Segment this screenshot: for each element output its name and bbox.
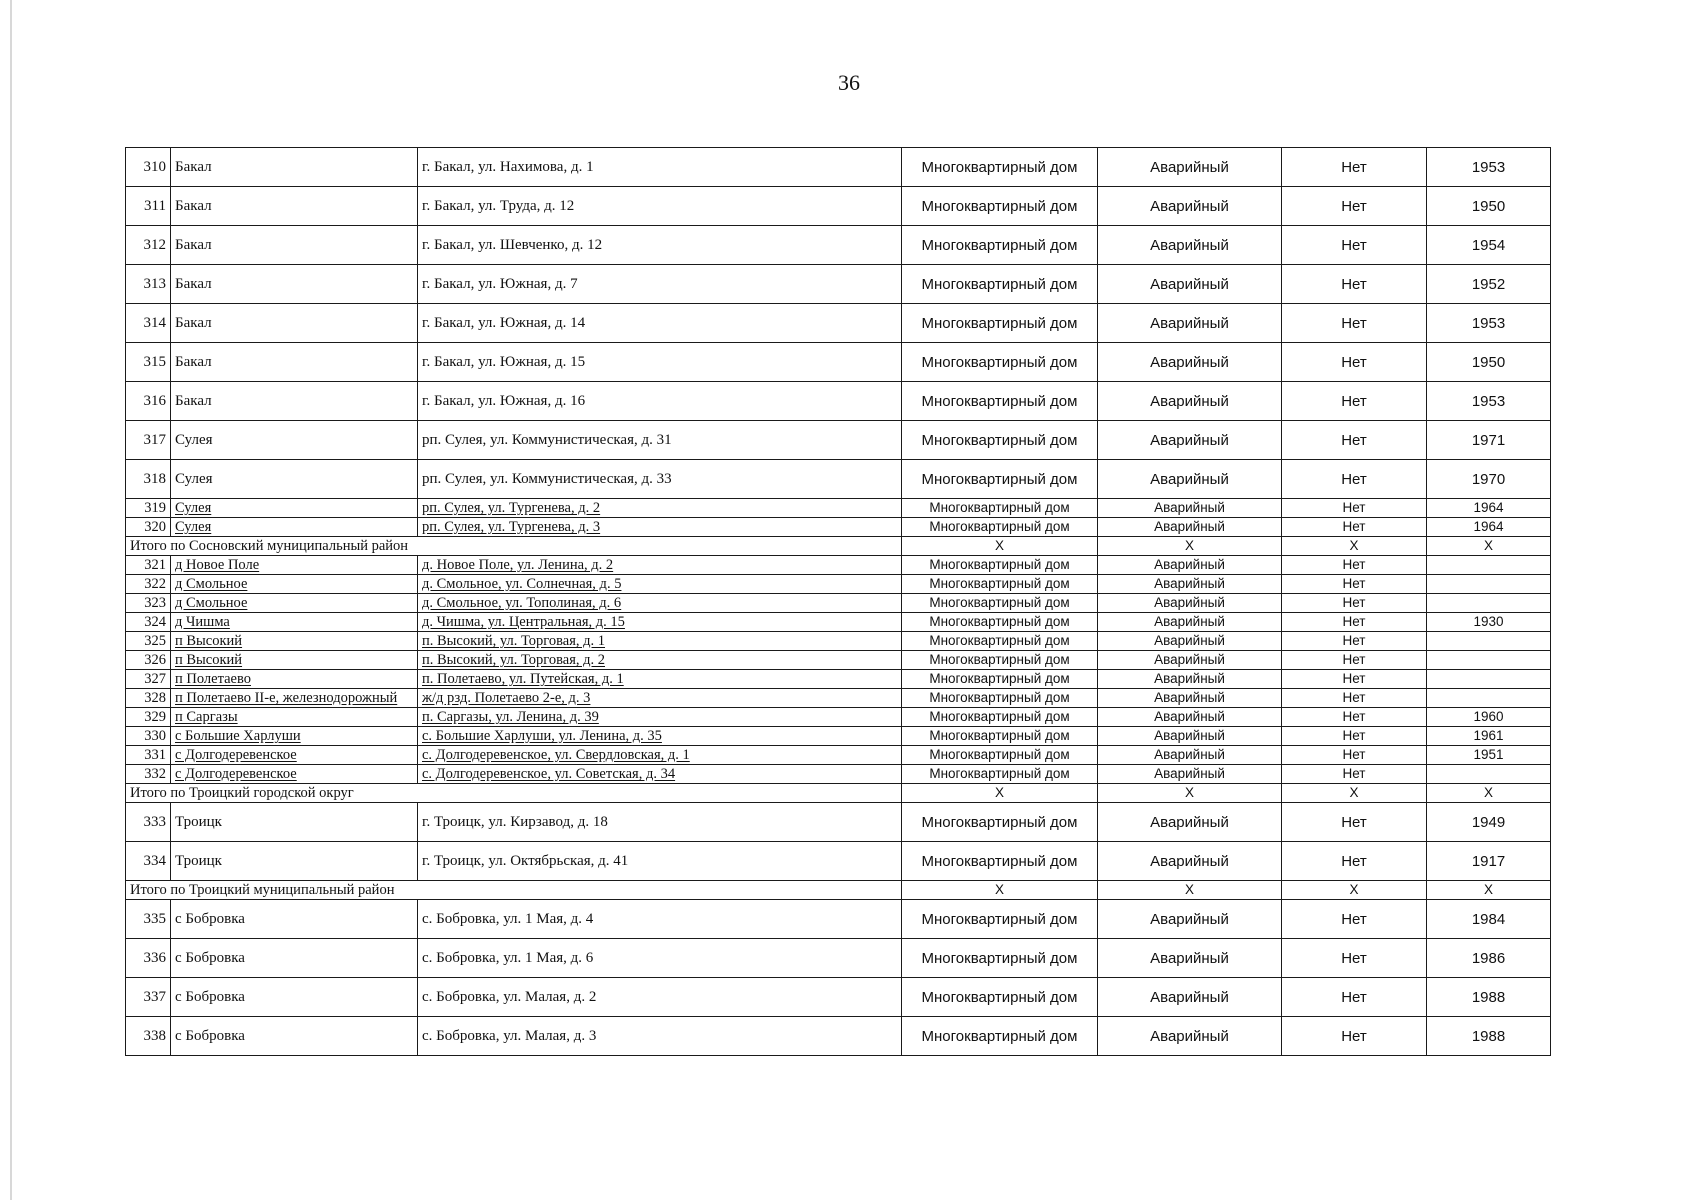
locality-cell: д Смольное [171,594,418,613]
address-cell: г. Бакал, ул. Шевченко, д. 12 [418,226,902,265]
locality-cell: п Высокий [171,632,418,651]
row-number-cell: 329 [126,708,171,727]
table-row [126,978,1551,1017]
year-cell [1427,765,1551,784]
address-cell: д. Новое Поле, ул. Ленина, д. 2 [418,556,902,575]
flag-cell: Нет [1282,746,1427,765]
table-row [126,632,1551,651]
subtotal-row [126,784,1551,803]
year-cell: 1917 [1427,842,1551,881]
flag-cell: X [1282,537,1427,556]
housing-registry-table [125,147,1551,1056]
row-number-cell: 323 [126,594,171,613]
year-cell [1427,689,1551,708]
address-cell: г. Бакал, ул. Южная, д. 14 [418,304,902,343]
condition-cell: Аварийный [1098,575,1282,594]
building-type-cell: Многоквартирный дом [902,421,1098,460]
condition-cell: Аварийный [1098,842,1282,881]
building-type-cell: Многоквартирный дом [902,343,1098,382]
year-cell [1427,556,1551,575]
condition-cell: Аварийный [1098,1017,1282,1056]
address-cell: г. Бакал, ул. Южная, д. 7 [418,265,902,304]
row-number-cell: 337 [126,978,171,1017]
condition-cell: Аварийный [1098,727,1282,746]
row-number-cell: 338 [126,1017,171,1056]
flag-cell: Нет [1282,842,1427,881]
table-row [126,746,1551,765]
building-type-cell: Многоквартирный дом [902,594,1098,613]
table-row [126,1017,1551,1056]
year-cell [1427,632,1551,651]
locality-cell: с Бобровка [171,939,418,978]
condition-cell: Аварийный [1098,382,1282,421]
building-type-cell: Многоквартирный дом [902,460,1098,499]
flag-cell: Нет [1282,382,1427,421]
building-type-cell: Многоквартирный дом [902,613,1098,632]
year-cell: 1954 [1427,226,1551,265]
locality-cell: п Полетаево II-е, железнодорожный [171,689,418,708]
flag-cell: Нет [1282,689,1427,708]
locality-cell: Бакал [171,265,418,304]
flag-cell: Нет [1282,594,1427,613]
year-cell: 1951 [1427,746,1551,765]
locality-cell: д Новое Поле [171,556,418,575]
table-row [126,556,1551,575]
flag-cell: Нет [1282,556,1427,575]
year-cell [1427,670,1551,689]
row-number-cell: 318 [126,460,171,499]
building-type-cell: Многоквартирный дом [902,727,1098,746]
row-number-cell: 316 [126,382,171,421]
year-cell: 1971 [1427,421,1551,460]
address-cell: с. Бобровка, ул. Малая, д. 2 [418,978,902,1017]
condition-cell: Аварийный [1098,594,1282,613]
condition-cell: X [1098,784,1282,803]
flag-cell: Нет [1282,343,1427,382]
address-cell: рп. Сулея, ул. Тургенева, д. 2 [418,499,902,518]
address-cell: г. Бакал, ул. Южная, д. 16 [418,382,902,421]
address-cell: г. Троицк, ул. Октябрьская, д. 41 [418,842,902,881]
flag-cell: Нет [1282,304,1427,343]
row-number-cell: 324 [126,613,171,632]
locality-cell: п Полетаево [171,670,418,689]
year-cell [1427,575,1551,594]
table-row [126,421,1551,460]
building-type-cell: Многоквартирный дом [902,765,1098,784]
flag-cell: Нет [1282,900,1427,939]
locality-cell: с Большие Харлуши [171,727,418,746]
year-cell: 1930 [1427,613,1551,632]
locality-cell: п Высокий [171,651,418,670]
row-number-cell: 328 [126,689,171,708]
condition-cell: Аварийный [1098,343,1282,382]
flag-cell: Нет [1282,708,1427,727]
condition-cell: Аварийный [1098,304,1282,343]
address-cell: г. Троицк, ул. Кирзавод, д. 18 [418,803,902,842]
year-cell: 1988 [1427,1017,1551,1056]
year-cell: 1970 [1427,460,1551,499]
address-cell: п. Высокий, ул. Торговая, д. 1 [418,632,902,651]
flag-cell: Нет [1282,632,1427,651]
row-number-cell: 312 [126,226,171,265]
condition-cell: Аварийный [1098,421,1282,460]
flag-cell: X [1282,881,1427,900]
condition-cell: Аварийный [1098,708,1282,727]
address-cell: с. Долгодеревенское, ул. Советская, д. 34 [418,765,902,784]
address-cell: п. Полетаево, ул. Путейская, д. 1 [418,670,902,689]
row-number-cell: 315 [126,343,171,382]
row-number-cell: 326 [126,651,171,670]
building-type-cell: Многоквартирный дом [902,499,1098,518]
address-cell: д. Смольное, ул. Солнечная, д. 5 [418,575,902,594]
flag-cell: Нет [1282,803,1427,842]
building-type-cell: Многоквартирный дом [902,518,1098,537]
row-number-cell: 321 [126,556,171,575]
row-number-cell: 331 [126,746,171,765]
condition-cell: Аварийный [1098,148,1282,187]
condition-cell: Аварийный [1098,689,1282,708]
subtotal-row [126,537,1551,556]
year-cell: 1984 [1427,900,1551,939]
table-row [126,803,1551,842]
address-cell: г. Бакал, ул. Нахимова, д. 1 [418,148,902,187]
flag-cell: Нет [1282,187,1427,226]
year-cell [1427,594,1551,613]
year-cell: 1964 [1427,518,1551,537]
year-cell: 1953 [1427,148,1551,187]
year-cell: X [1427,881,1551,900]
condition-cell: Аварийный [1098,556,1282,575]
locality-cell: Бакал [171,343,418,382]
flag-cell: Нет [1282,421,1427,460]
row-number-cell: 335 [126,900,171,939]
address-cell: рп. Сулея, ул. Коммунистическая, д. 31 [418,421,902,460]
row-number-cell: 319 [126,499,171,518]
building-type-cell: Многоквартирный дом [902,939,1098,978]
row-number-cell: 334 [126,842,171,881]
table-row [126,304,1551,343]
flag-cell: Нет [1282,460,1427,499]
condition-cell: Аварийный [1098,803,1282,842]
year-cell: 1986 [1427,939,1551,978]
table-row [126,939,1551,978]
table-row [126,460,1551,499]
row-number-cell: 330 [126,727,171,746]
address-cell: рп. Сулея, ул. Коммунистическая, д. 33 [418,460,902,499]
year-cell: X [1427,537,1551,556]
condition-cell: Аварийный [1098,499,1282,518]
address-cell: ж/д рзд. Полетаево 2-е, д. 3 [418,689,902,708]
row-number-cell: 336 [126,939,171,978]
table-body [126,148,1551,1056]
row-number-cell: 314 [126,304,171,343]
locality-cell: с Бобровка [171,900,418,939]
building-type-cell: Многоквартирный дом [902,842,1098,881]
building-type-cell: Многоквартирный дом [902,187,1098,226]
address-cell: д. Чишма, ул. Центральная, д. 15 [418,613,902,632]
table-row [126,575,1551,594]
locality-cell: Бакал [171,148,418,187]
locality-cell: Бакал [171,304,418,343]
flag-cell: Нет [1282,765,1427,784]
locality-cell: п Саргазы [171,708,418,727]
building-type-cell: Многоквартирный дом [902,226,1098,265]
address-cell: д. Смольное, ул. Тополиная, д. 6 [418,594,902,613]
condition-cell: Аварийный [1098,460,1282,499]
condition-cell: Аварийный [1098,632,1282,651]
building-type-cell: Многоквартирный дом [902,632,1098,651]
table-row [126,148,1551,187]
locality-cell: Троицк [171,803,418,842]
condition-cell: Аварийный [1098,900,1282,939]
condition-cell: Аварийный [1098,651,1282,670]
year-cell: 1949 [1427,803,1551,842]
building-type-cell: X [902,537,1098,556]
table-row [126,518,1551,537]
page-edge-shadow [10,0,12,1200]
row-number-cell: 333 [126,803,171,842]
row-number-cell: 310 [126,148,171,187]
year-cell: 1964 [1427,499,1551,518]
locality-cell: Сулея [171,421,418,460]
year-cell: 1950 [1427,343,1551,382]
building-type-cell: Многоквартирный дом [902,148,1098,187]
condition-cell: Аварийный [1098,939,1282,978]
locality-cell: с Долгодеревенское [171,765,418,784]
locality-cell: Бакал [171,187,418,226]
table-row [126,343,1551,382]
building-type-cell: Многоквартирный дом [902,382,1098,421]
table-row [126,708,1551,727]
building-type-cell: Многоквартирный дом [902,575,1098,594]
address-cell: с. Бобровка, ул. 1 Мая, д. 6 [418,939,902,978]
table-row [126,382,1551,421]
year-cell: 1988 [1427,978,1551,1017]
building-type-cell: X [902,881,1098,900]
building-type-cell: Многоквартирный дом [902,708,1098,727]
condition-cell: X [1098,537,1282,556]
flag-cell: Нет [1282,651,1427,670]
condition-cell: Аварийный [1098,613,1282,632]
year-cell: X [1427,784,1551,803]
building-type-cell: Многоквартирный дом [902,1017,1098,1056]
condition-cell: Аварийный [1098,765,1282,784]
row-number-cell: 313 [126,265,171,304]
address-cell: г. Бакал, ул. Труда, д. 12 [418,187,902,226]
year-cell: 1953 [1427,382,1551,421]
subtotal-row [126,881,1551,900]
row-number-cell: 325 [126,632,171,651]
locality-cell: с Бобровка [171,1017,418,1056]
building-type-cell: Многоквартирный дом [902,900,1098,939]
year-cell: 1961 [1427,727,1551,746]
year-cell: 1952 [1427,265,1551,304]
row-number-cell: 332 [126,765,171,784]
address-cell: п. Высокий, ул. Торговая, д. 2 [418,651,902,670]
table-row [126,594,1551,613]
flag-cell: X [1282,784,1427,803]
address-cell: г. Бакал, ул. Южная, д. 15 [418,343,902,382]
flag-cell: Нет [1282,499,1427,518]
flag-cell: Нет [1282,575,1427,594]
page-number: 36 [838,70,860,95]
address-cell: с. Большие Харлуши, ул. Ленина, д. 35 [418,727,902,746]
table-row [126,226,1551,265]
flag-cell: Нет [1282,613,1427,632]
row-number-cell: 322 [126,575,171,594]
condition-cell: X [1098,881,1282,900]
year-cell: 1950 [1427,187,1551,226]
locality-cell: д Чишма [171,613,418,632]
building-type-cell: Многоквартирный дом [902,651,1098,670]
building-type-cell: Многоквартирный дом [902,978,1098,1017]
locality-cell: Бакал [171,382,418,421]
subtotal-label: Итого по Троицкий городской округ [126,784,902,803]
condition-cell: Аварийный [1098,978,1282,1017]
condition-cell: Аварийный [1098,518,1282,537]
locality-cell: Троицк [171,842,418,881]
flag-cell: Нет [1282,226,1427,265]
locality-cell: с Бобровка [171,978,418,1017]
address-cell: с. Бобровка, ул. 1 Мая, д. 4 [418,900,902,939]
flag-cell: Нет [1282,148,1427,187]
building-type-cell: X [902,784,1098,803]
address-cell: рп. Сулея, ул. Тургенева, д. 3 [418,518,902,537]
condition-cell: Аварийный [1098,226,1282,265]
row-number-cell: 327 [126,670,171,689]
flag-cell: Нет [1282,670,1427,689]
year-cell [1427,651,1551,670]
year-cell: 1953 [1427,304,1551,343]
table-row [126,265,1551,304]
year-cell: 1960 [1427,708,1551,727]
row-number-cell: 311 [126,187,171,226]
flag-cell: Нет [1282,978,1427,1017]
condition-cell: Аварийный [1098,746,1282,765]
address-cell: с. Бобровка, ул. Малая, д. 3 [418,1017,902,1056]
locality-cell: Бакал [171,226,418,265]
locality-cell: Сулея [171,460,418,499]
building-type-cell: Многоквартирный дом [902,670,1098,689]
table-row [126,651,1551,670]
condition-cell: Аварийный [1098,187,1282,226]
building-type-cell: Многоквартирный дом [902,265,1098,304]
table-row [126,187,1551,226]
row-number-cell: 317 [126,421,171,460]
building-type-cell: Многоквартирный дом [902,689,1098,708]
table-row [126,765,1551,784]
subtotal-label: Итого по Троицкий муниципальный район [126,881,902,900]
table-row [126,727,1551,746]
table-row [126,499,1551,518]
table-row [126,689,1551,708]
flag-cell: Нет [1282,727,1427,746]
condition-cell: Аварийный [1098,265,1282,304]
row-number-cell: 320 [126,518,171,537]
address-cell: п. Саргазы, ул. Ленина, д. 39 [418,708,902,727]
table-row [126,842,1551,881]
subtotal-label: Итого по Сосновский муниципальный район [126,537,902,556]
building-type-cell: Многоквартирный дом [902,803,1098,842]
table-row [126,900,1551,939]
flag-cell: Нет [1282,265,1427,304]
building-type-cell: Многоквартирный дом [902,746,1098,765]
building-type-cell: Многоквартирный дом [902,556,1098,575]
locality-cell: Сулея [171,518,418,537]
locality-cell: д Смольное [171,575,418,594]
flag-cell: Нет [1282,518,1427,537]
locality-cell: с Долгодеревенское [171,746,418,765]
table-row [126,613,1551,632]
flag-cell: Нет [1282,939,1427,978]
table-row [126,670,1551,689]
flag-cell: Нет [1282,1017,1427,1056]
address-cell: с. Долгодеревенское, ул. Свердловская, д. 1 [418,746,902,765]
locality-cell: Сулея [171,499,418,518]
condition-cell: Аварийный [1098,670,1282,689]
building-type-cell: Многоквартирный дом [902,304,1098,343]
